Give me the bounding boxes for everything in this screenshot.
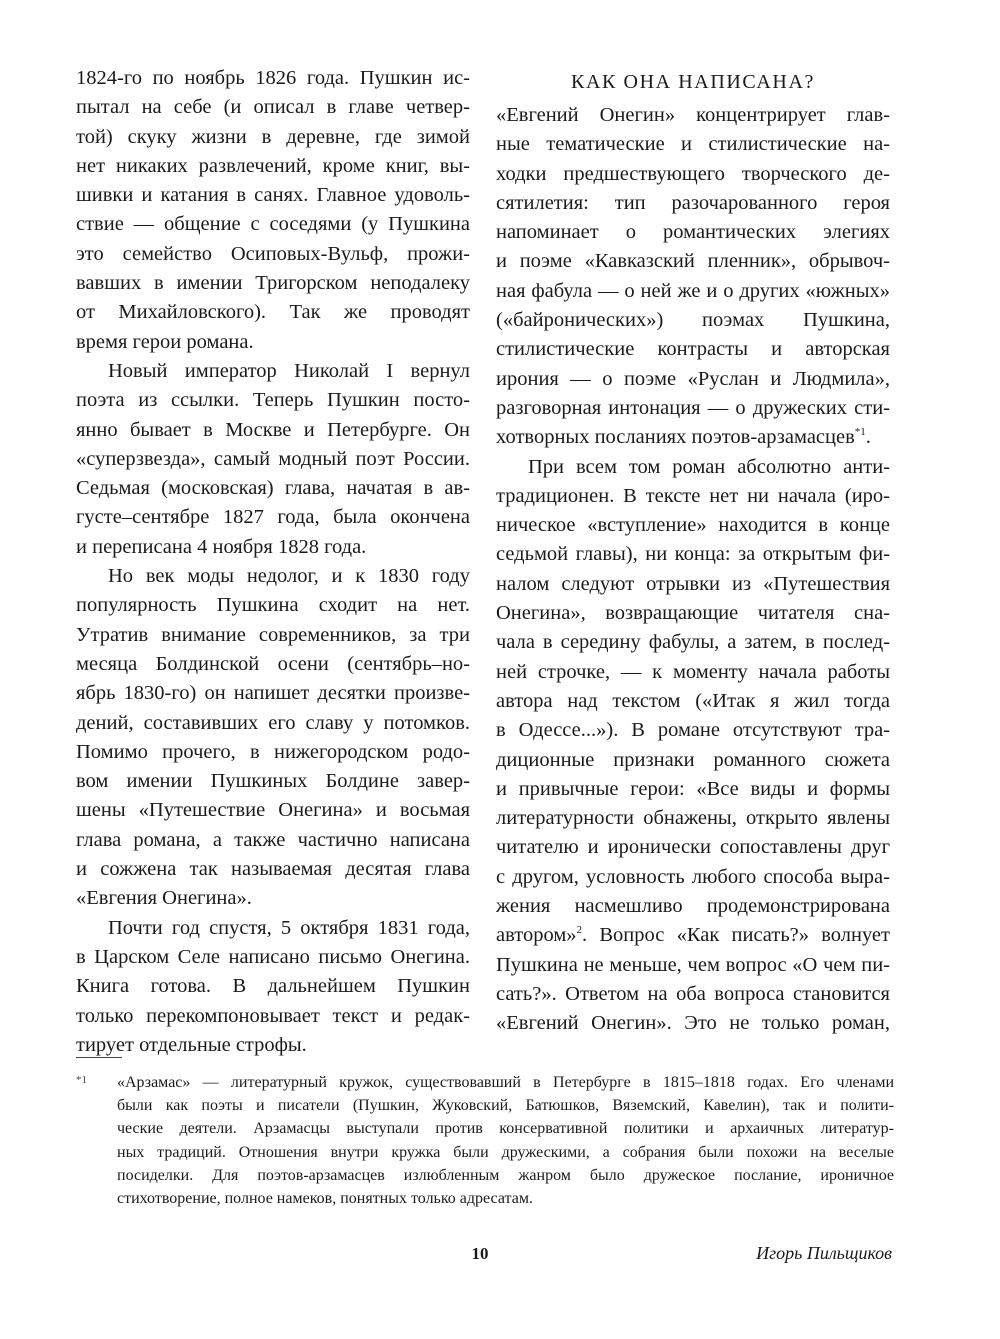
text-line: в Одессе...»). В романе отсутствуют тра-: [496, 719, 890, 742]
text-line: [496, 921, 890, 950]
text-segment: . Вопрос «Как писать?» волнует: [582, 924, 890, 947]
text-line: шены «Путешествие Онегина» и восьмая: [76, 799, 470, 822]
running-footer-author: Игорь Пильщиков: [756, 1243, 892, 1263]
text-line: ней строчке, — к моменту начала работы: [496, 660, 890, 683]
footnote-marker: *1: [76, 1074, 87, 1086]
text-line: Утратив внимание современников, за три: [76, 623, 470, 646]
section-heading: КАК ОНА НАПИСАНА?: [571, 71, 815, 93]
text-line: густе–сентябре 1827 года, была окончена: [76, 506, 470, 529]
footnote-line: ческие деятели. Арзамасцы выступали против консервативной политики и архаичных литератур-: [117, 1120, 894, 1138]
text-line: тирует отдельные строфы.: [76, 1033, 307, 1056]
footnote: [117, 1071, 894, 1210]
text-line: разговорная интонация — о дружеских сти-: [496, 396, 890, 419]
text-segment: хотворных посланиях поэтов-арзамасцев: [496, 426, 855, 449]
text-line: литературности обнажены, открыто явлены: [496, 807, 890, 830]
text-line: «Евгения Онегина».: [76, 887, 252, 910]
page-number: 10: [471, 1244, 489, 1263]
text-line: традиционен. В тексте нет ни начала (иро-: [496, 484, 890, 507]
text-line: «Евгений Онегин» концентрирует глав-: [496, 104, 890, 126]
text-line: Помимо прочего, в нижегородском родо-: [76, 740, 470, 763]
text-line: и поэме «Кавказский пленник», обрывоч-: [496, 250, 890, 273]
text-line: «Евгений Онегин». Это не только роман,: [496, 1012, 890, 1035]
text-line: («байронических») поэмах Пушкина,: [496, 309, 890, 332]
text-line: шивки и катания в санях. Главное удоволь-: [76, 184, 470, 207]
text-line: вом имении Пушкиных Болдине завер-: [76, 770, 470, 793]
paragraph-first-line: Почти год спустя, 5 октября 1831 года,: [108, 916, 470, 939]
text-line: это семейство Осиповых-Вульф, прожи-: [76, 242, 470, 265]
text-line: Книга готова. В дальнейшем Пушкин: [76, 975, 470, 998]
paragraph-first-line: Но век моды недолог, и к 1830 году: [108, 565, 470, 588]
text-line: Пушкина не меньше, чем вопрос «О чем пи-: [496, 953, 890, 976]
text-line: дений, составивших его славу у потомков.: [76, 711, 470, 734]
text-line: ирония — о поэме «Руслан и Людмила»,: [496, 367, 890, 390]
text-line: ходки предшествующего творческого де-: [496, 162, 890, 185]
text-line: той) скуку жизни в деревне, где зимой: [76, 125, 470, 148]
text-line: и переписана 4 ноября 1828 года.: [76, 535, 367, 558]
text-line: глава романа, а также частично написана: [76, 828, 470, 851]
text-line: ствие — общение с соседями (у Пушкина: [76, 213, 470, 236]
text-line: популярность Пушкина сходит на нет.: [76, 594, 470, 617]
text-line: 1824-го по ноябрь 1826 года. Пушкин ис-: [76, 67, 470, 89]
footnote-reference[interactable]: 2: [576, 924, 583, 937]
paragraph-first-line: Новый император Николай I вернул: [108, 359, 470, 382]
text-line: «суперзвезда», самый модный поэт России.: [76, 447, 470, 470]
text-line: ническое «вступление» находится в конце: [496, 514, 890, 537]
text-line: налом следуют отрывки из «Путешествия: [496, 572, 890, 595]
text-line: с другом, условность любого способа выра-: [496, 865, 890, 888]
footnote-divider: [76, 1057, 122, 1058]
text-line: ная фабула — о ней же и о других «южных»: [496, 279, 890, 302]
text-line: Онегина», возвращающие читателя сна-: [496, 602, 890, 625]
text-line: хотворных посланиях поэтов-арзамасцев$^{*1}$.: [496, 426, 871, 449]
text-line: седьмой главы), ни конца: за открытым фи-: [496, 543, 890, 566]
text-line: стилистические контрасты и авторская: [496, 338, 890, 361]
text-line: ные тематические и стилистические на-: [496, 133, 890, 156]
text-line: напоминает о романтических элегиях: [496, 221, 890, 244]
text-line: от Михайловского). Так же проводят: [76, 301, 470, 324]
text-line: вавших в имении Тригорском неподалеку: [76, 272, 470, 295]
text-line: диционные признаки романного сюжета: [496, 748, 890, 771]
text-line: Седьмая (московская) глава, начатая в ав-: [76, 477, 470, 500]
text-line: и сожжена так называемая десятая глава: [76, 858, 470, 881]
text-segment: автором»: [496, 924, 577, 947]
text-line: пытал на себе (и описал в главе четвер-: [76, 96, 470, 119]
text-line: сать?». Ответом на оба вопроса становится: [496, 982, 890, 1005]
footnote-line: стихотворение, полное намеков, понятных только адресатам.: [117, 1189, 533, 1207]
footnote-reference[interactable]: *1: [854, 426, 866, 439]
text-line: автора над текстом («Итак я жил тогда: [496, 689, 890, 712]
text-line: янно бывает в Москве и Петербурге. Он: [76, 418, 470, 441]
paragraph-first-line: При всем том роман абсолютно анти-: [528, 455, 890, 478]
right-column: [496, 64, 890, 1039]
text-line: жения насмешливо продемонстрирована: [496, 895, 890, 918]
text-line: в Царском Селе написано письмо Онегина.: [76, 945, 470, 968]
text-line: и привычные герои: «Все виды и формы: [496, 777, 890, 800]
text-line: читателю и иронически сопоставлены друг: [496, 836, 890, 859]
left-column: [76, 64, 470, 1060]
footnote-line: посиделки. Для поэтов-арзамасцев излюбленным жанром было дружеское послание, ироничное: [117, 1166, 894, 1184]
text-line: нет никаких развлечений, кроме книг, вы-: [76, 154, 470, 177]
text-line: месяца Болдинской осени (сентябрь–но-: [76, 652, 470, 675]
text-line: только перекомпоновывает текст и редак-: [76, 1004, 470, 1027]
footnote-line: ных традиций. Отношения внутри кружка были дружескими, а собрания были похожи на веселые: [117, 1143, 894, 1161]
text-line: чала в середину фабулы, а затем, в послед-: [496, 631, 890, 654]
text-line: поэта из ссылки. Теперь Пушкин посто-: [76, 389, 470, 412]
text-line: время герои романа.: [76, 330, 254, 353]
footnote-line: «Арзамас» — литературный кружок, существовавший в Петербурге в 1815–1818 годах. Его членами: [117, 1074, 894, 1091]
text-line: сятилетия: тип разочарованного героя: [496, 191, 890, 214]
footnote-line: были как поэты и писатели (Пушкин, Жуковский, Батюшков, Вяземский, Кавелин), так и полити-: [117, 1097, 894, 1115]
text-line: ябрь 1830-го) он напишет десятки произве-: [76, 682, 470, 705]
